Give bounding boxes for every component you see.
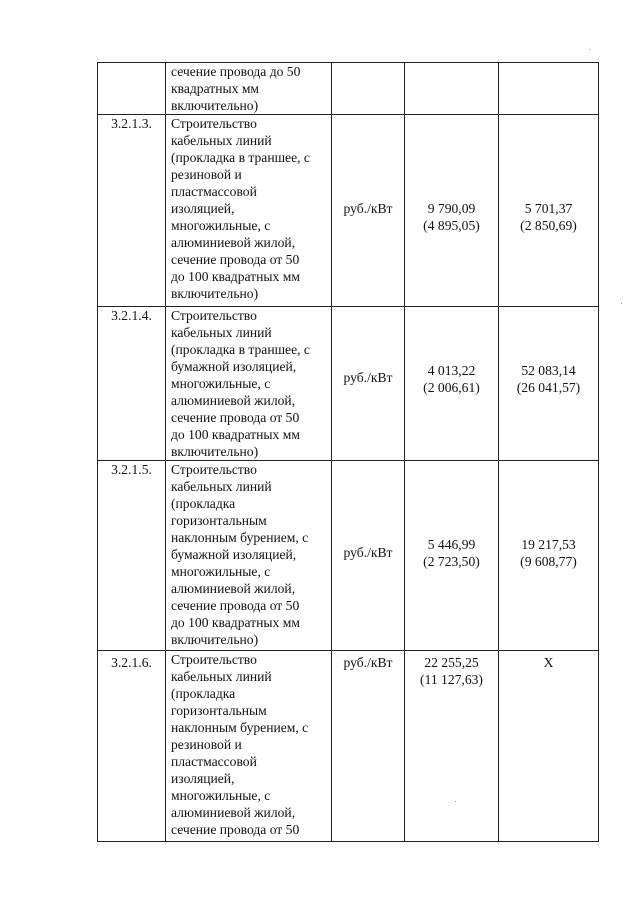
unit-label: руб./кВт <box>343 201 393 216</box>
unit-label: руб./кВт <box>343 545 393 560</box>
rate-value: Х <box>543 655 554 670</box>
description-line: алюминиевой жилой, <box>171 393 296 408</box>
item-number-cell <box>98 63 166 115</box>
description-line: квадратных мм <box>171 81 260 96</box>
description-line: многожильные, с <box>171 218 271 233</box>
item-number: 3.2.1.6. <box>111 655 152 670</box>
description-line: включительно) <box>171 632 259 647</box>
alt-rate-value-cell <box>499 63 599 115</box>
rate-value-bracketed: (26 041,57) <box>516 380 581 395</box>
description-line: Строительство <box>171 462 257 477</box>
rate-value: 52 083,14 <box>521 363 576 378</box>
description-line: Строительство <box>171 308 257 323</box>
rate-value: 5 446,99 <box>427 537 476 552</box>
tariff-table <box>97 62 599 842</box>
description-line: сечение провода от 50 <box>171 822 300 837</box>
rate-value-bracketed: (2 723,50) <box>423 554 480 569</box>
table-row <box>98 115 599 307</box>
item-number-cell <box>98 651 166 842</box>
description-line: многожильные, с <box>171 376 271 391</box>
description-line: (прокладка в траншее, с <box>171 342 310 357</box>
alt-rate-value-cell <box>499 651 599 842</box>
unit-cell <box>332 63 405 115</box>
rate-value: 5 701,37 <box>524 201 573 216</box>
description-line: резиновой и <box>171 167 242 182</box>
description-line: (прокладка в траншее, с <box>171 150 310 165</box>
description-line: горизонтальным <box>171 703 267 718</box>
description-line: до 100 квадратных мм <box>171 615 300 630</box>
description-line: кабельных линий <box>171 479 272 494</box>
description-line: кабельных линий <box>171 669 272 684</box>
description-line: кабельных линий <box>171 325 272 340</box>
description-cell <box>166 115 332 307</box>
description-line: включительно) <box>171 444 259 459</box>
unit-cell <box>332 115 405 307</box>
description-line: горизонтальным <box>171 513 267 528</box>
description-line: изоляцией, <box>171 771 235 786</box>
scan-speck <box>621 303 622 304</box>
unit-cell <box>332 461 405 651</box>
alt-rate-value-cell <box>499 115 599 307</box>
description-line: (прокладка <box>171 686 236 701</box>
rate-value-bracketed: (4 895,05) <box>423 218 480 233</box>
rate-value-bracketed: (2 850,69) <box>520 218 577 233</box>
description-line: наклонным бурением, с <box>171 530 309 545</box>
rate-value-cell <box>405 307 499 461</box>
rate-value: 4 013,22 <box>427 363 476 378</box>
description-cell <box>166 307 332 461</box>
description-line: наклонным бурением, с <box>171 720 309 735</box>
description-line: пластмассовой <box>171 754 257 769</box>
description-line: включительно) <box>171 286 259 301</box>
item-number: 3.2.1.5. <box>111 462 152 477</box>
description-line: изоляцией, <box>171 201 235 216</box>
rate-value: 19 217,53 <box>521 537 576 552</box>
table-row <box>98 651 599 842</box>
rate-value-cell <box>405 115 499 307</box>
description-line: бумажной изоляцией, <box>171 547 297 562</box>
alt-rate-value-cell <box>499 307 599 461</box>
description-line: алюминиевой жилой, <box>171 581 296 596</box>
description-line: алюминиевой жилой, <box>171 235 296 250</box>
rate-value: 9 790,09 <box>427 201 476 216</box>
description-line: до 100 квадратных мм <box>171 427 300 442</box>
description-line: сечение провода от 50 <box>171 598 300 613</box>
description-line: многожильные, с <box>171 564 271 579</box>
description-cell <box>166 461 332 651</box>
description-line: сечение провода от 50 <box>171 252 300 267</box>
rate-value: 22 255,25 <box>424 655 479 670</box>
rate-value-bracketed: (11 127,63) <box>420 672 483 687</box>
unit-cell <box>332 307 405 461</box>
description-line: многожильные, с <box>171 788 271 803</box>
description-line: бумажной изоляцией, <box>171 359 297 374</box>
item-number: 3.2.1.4. <box>111 308 152 323</box>
item-number-cell <box>98 307 166 461</box>
rate-value-bracketed: (9 608,77) <box>520 554 577 569</box>
item-number-cell <box>98 115 166 307</box>
unit-label: руб./кВт <box>343 655 393 670</box>
description-cell <box>166 651 332 842</box>
description-line: алюминиевой жилой, <box>171 805 296 820</box>
item-number: 3.2.1.3. <box>111 116 152 131</box>
alt-rate-value-cell <box>499 461 599 651</box>
rate-value-cell <box>405 63 499 115</box>
table-row <box>98 63 599 115</box>
description-line: до 100 квадратных мм <box>171 269 300 284</box>
table-row <box>98 307 599 461</box>
unit-cell <box>332 651 405 842</box>
description-line: Строительство <box>171 116 257 131</box>
tariff-table-body <box>98 63 599 842</box>
rate-value-cell <box>405 461 499 651</box>
description-line: кабельных линий <box>171 133 272 148</box>
scan-speck <box>589 49 590 50</box>
description-line: резиновой и <box>171 737 242 752</box>
description-line: Строительство <box>171 652 257 667</box>
description-line: (прокладка <box>171 496 236 511</box>
rate-value-cell <box>405 651 499 842</box>
description-line: сечение провода от 50 <box>171 410 300 425</box>
description-line: пластмассовой <box>171 184 257 199</box>
description-line: сечение провода до 50 <box>171 64 301 79</box>
description-cell <box>166 63 332 115</box>
item-number-cell <box>98 461 166 651</box>
rate-value-bracketed: (2 006,61) <box>423 380 480 395</box>
unit-label: руб./кВт <box>343 370 393 385</box>
table-row <box>98 461 599 651</box>
description-line: включительно) <box>171 98 259 113</box>
